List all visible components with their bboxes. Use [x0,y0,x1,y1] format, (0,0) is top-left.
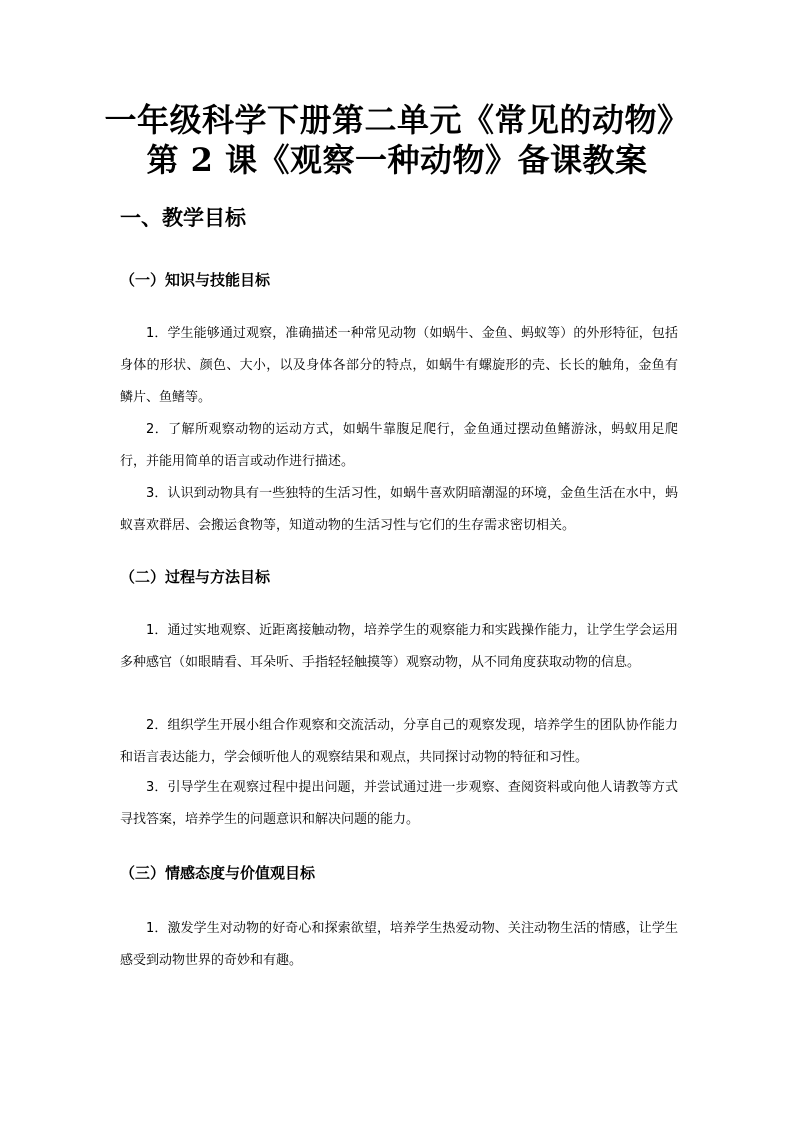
document-title-line-1: 一年级科学下册第二单元《常见的动物》 [104,101,690,139]
paragraph: 3．认识到动物具有一些独特的生活习性，如蜗牛喜欢阴暗潮湿的环境，金鱼生活在水中，蚂蚁喜欢群居、会搬运食物等，知道动物的生活习性与它们的生存需求密切相关。 [120,486,678,533]
subsection-heading-process-methods: （二）过程与方法目标 [120,568,271,586]
paragraph: 1．激发学生对动物的好奇心和探索欲望，培养学生热爱动物、关注动物生活的情感，让学生感受到动物世界的奇妙和有趣。 [120,921,678,968]
paragraph: 1．通过实地观察、近距离接触动物，培养学生的观察能力和实践操作能力，让学生学会运用多种感官（如眼睛看、耳朵听、手指轻轻触摸等）观察动物，从不同角度获取动物的信息。 [120,623,678,670]
document-title-line-2: 第 2 课《观察一种动物》备课教案 [146,141,648,179]
paragraph: 2．了解所观察动物的运动方式，如蜗牛靠腹足爬行，金鱼通过摆动鱼鳍游泳，蚂蚁用足爬行，并能用简单的语言或动作进行描述。 [120,422,678,469]
paragraph: 3．引导学生在观察过程中提出问题，并尝试通过进一步观察、查阅资料或向他人请教等方式寻找答案，培养学生的问题意识和解决问题的能力。 [120,780,678,827]
paragraph: 1．学生能够通过观察，准确描述一种常见动物（如蜗牛、金鱼、蚂蚁等）的外形特征，包括身体的形状、颜色、大小，以及身体各部分的特点，如蜗牛有螺旋形的壳、长长的触角，金鱼有鳞片、鱼鳍等。 [120,326,678,405]
section-heading-teaching-goals: 一、教学目标 [120,205,246,230]
subsection-heading-knowledge-skills: （一）知识与技能目标 [120,271,271,289]
subsection-heading-emotion-values: （三）情感态度与价值观目标 [120,864,316,882]
paragraph: 2．组织学生开展小组合作观察和交流活动，分享自己的观察发现，培养学生的团队协作能力和语言表达能力，学会倾听他人的观察结果和观点，共同探讨动物的特征和习性。 [120,718,678,765]
